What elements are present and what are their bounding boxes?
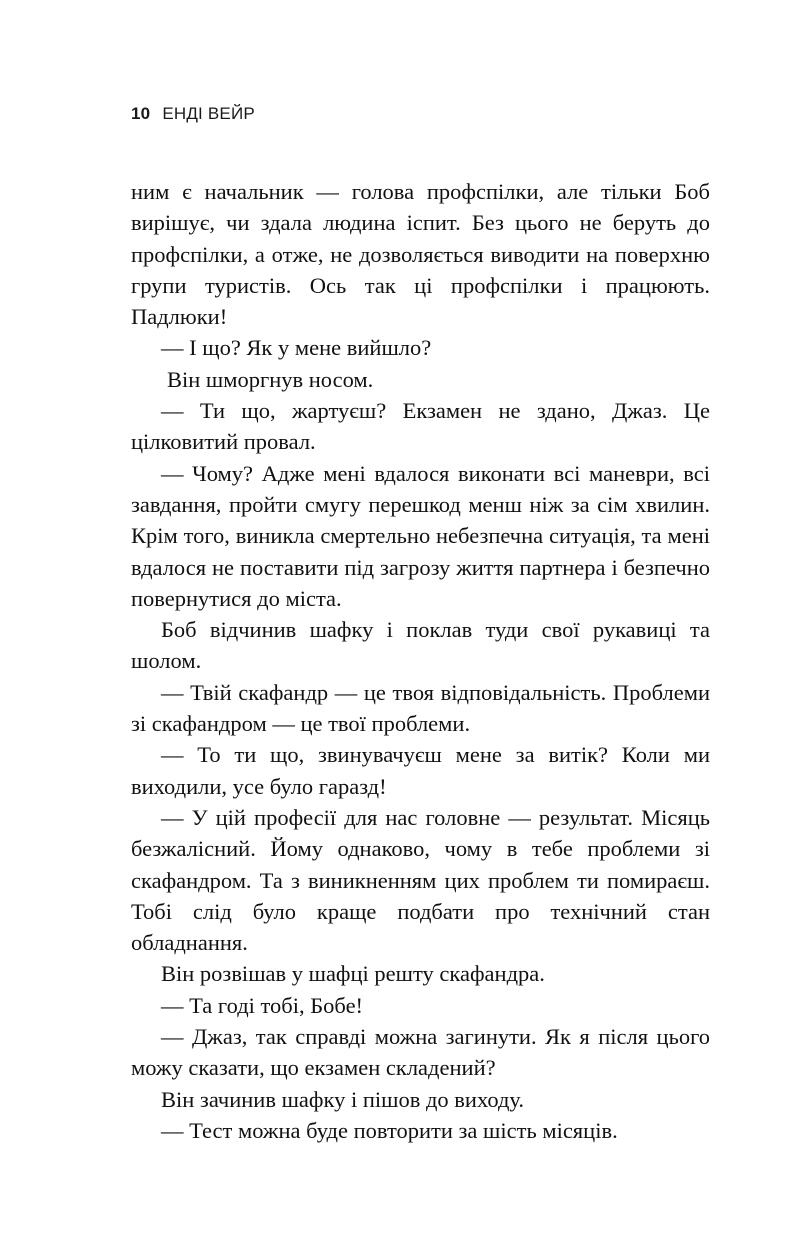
paragraph: — У цій професії для нас головне — результат. Місяць безжалісний. Йому однаково, чому в тебе проблеми зі скафандром. Та з виникненням цих проблем ти помираєш. Тобі слід було краще подбати про технічний стан обладнання. (131, 804, 710, 956)
author-name: ЕНДІ ВЕЙР (162, 104, 255, 123)
paragraph: — І що? Як у мене вийшло? (161, 335, 432, 361)
paragraph: Він зачинив шафку і пішов до виходу. (161, 1086, 525, 1112)
paragraph: — Ти що, жартуєш? Екзамен не здано, Джаз. Це цілковитий провал. (131, 398, 710, 455)
paragraph: — Тест можна буде повторити за шість місяців. (161, 1117, 618, 1143)
paragraph: ним є начальник — голова профспілки, але тільки Боб вирішує, чи здала людина іспит. Без цього не беруть до профспілки, а отже, не дозволяється виводити на поверхню групи туристів. Ось так ці профспілки і працюють. Падлюки! (131, 179, 710, 330)
paragraph: — Та годі тобі, Бобе! (161, 992, 364, 1018)
paragraph: — Чому? Адже мені вдалося виконати всі маневри, всі завдання, пройти смугу перешкод менш ніж за сім хвилин. Крім того, виникла смертельно небезпечна ситуація, та мені вдалося не поставити під загрозу життя партнера і безпечно повернутися до міста. (131, 460, 710, 611)
paragraph: Він розвішав у шафці решту скафандра. (161, 961, 545, 987)
running-head (131, 104, 255, 124)
paragraph: Боб відчинив шафку і поклав туди свої рукавиці та шолом. (131, 617, 710, 674)
paragraph: — Твій скафандр — це твоя відповідальність. Проблеми зі скафандром — це твої проблеми. (131, 679, 710, 737)
body-text (131, 176, 710, 1146)
paragraph: — Джаз, так справді можна загинути. Як я після цього можу сказати, що екзамен складений? (131, 1024, 710, 1081)
paragraph: — То ти що, звинувачуєш мене за витік? Коли ми виходили, усе було гаразд! (131, 742, 710, 799)
paragraph: Він шморгнув носом. (167, 366, 374, 392)
page-number: 10 (131, 104, 151, 123)
